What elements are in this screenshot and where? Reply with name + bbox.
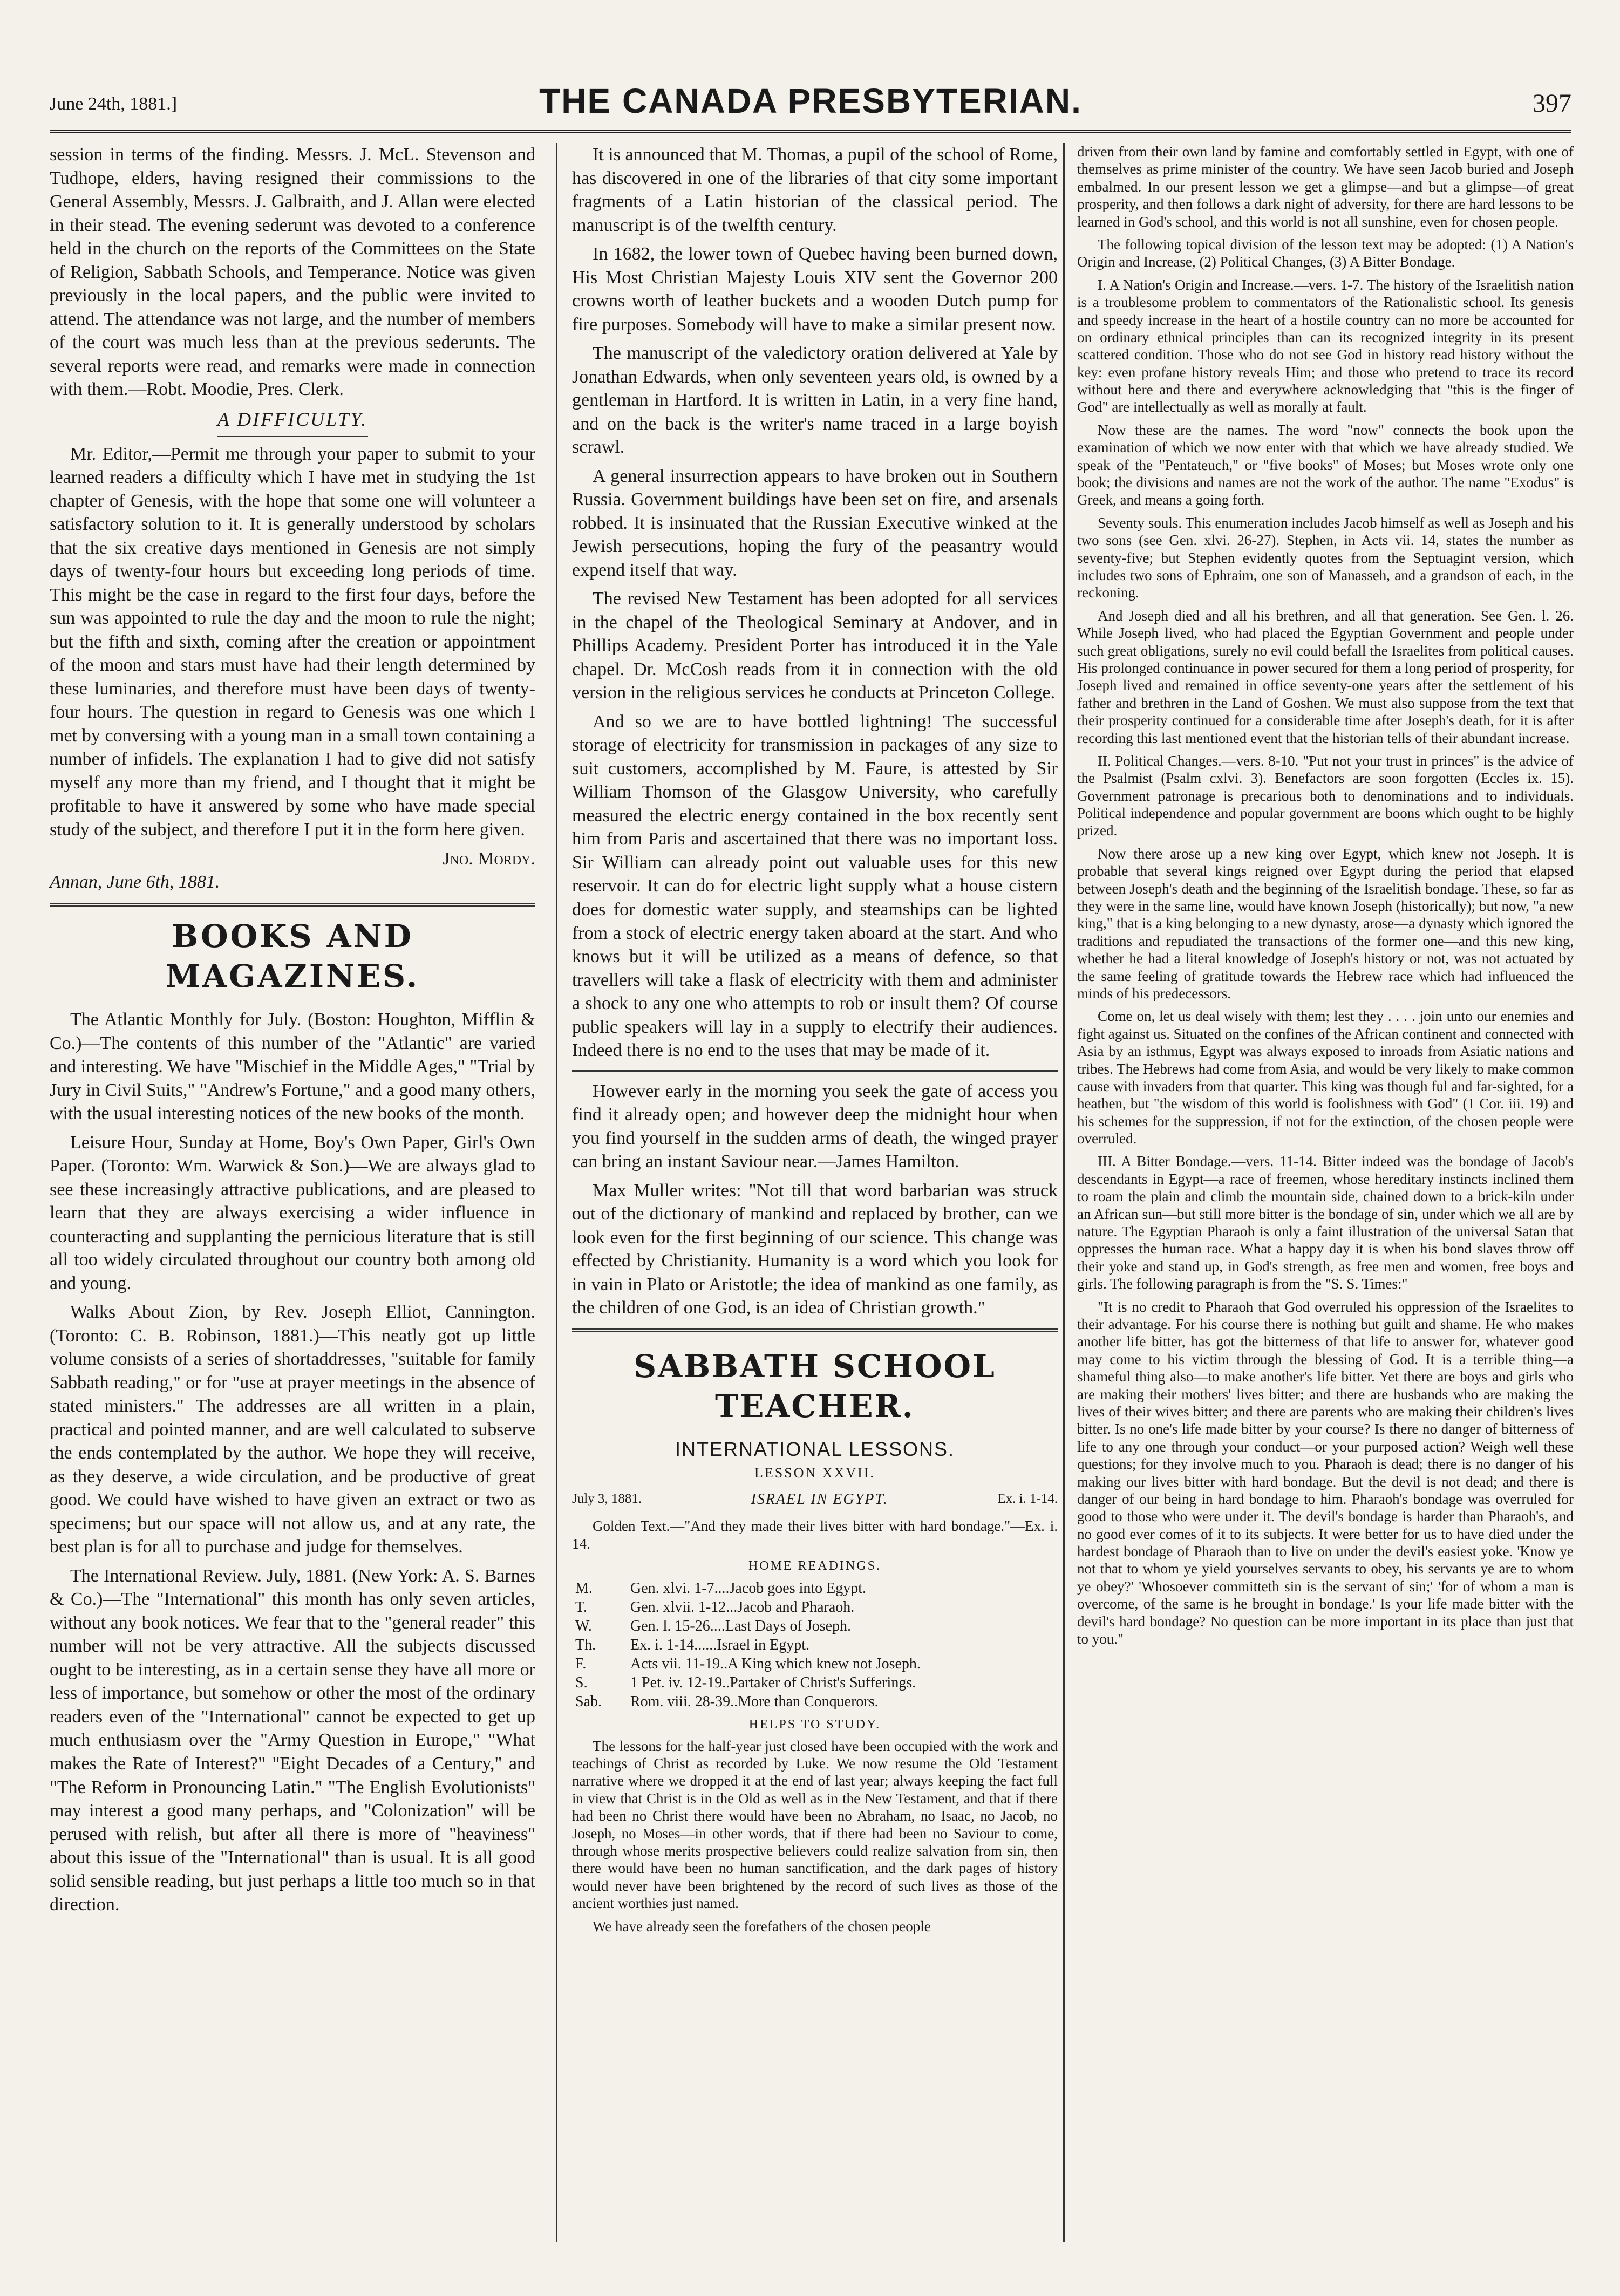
lesson-paragraph: Now there arose up a new king over Egypt, which knew not Joseph. It is probable that several kings reigned over Egypt during the period that elapsed between Joseph's death and the beginning of the Israelitish bondage. These, so far as they were in the same line, would have known Joseph (historically); but now, "a new king," that is a king belonging to a new dynasty, arose—a dynasty which ignored the traditions and repudiated the transactions of the former one—and this new king, whether he had a literal knowledge of Joseph's history or not, was not actuated by the same feeling of gratitude towards the Hebrew race which had influenced the minds of his predecessors. <box>1077 845 1574 1001</box>
reading-row <box>572 1617 1058 1636</box>
reading-row <box>572 1673 1058 1692</box>
lesson-paragraph: "It is no credit to Pharaoh that God overruled his oppression of the Israelites to their advantage. For his course there is nothing but guilt and shame. He who makes another life bitter, has got the bitterness of that life to answer for, whatever good may come to his victim through the blessing of God. It is a terrible thing—a shameful thing also—to make another's life bitter. Yet there are boys and girls who are making their mothers' lives bitter; and there are husbands who are making the lives of their wives bitter; and there are parents who are making their children's lives bitter. Is no one's life made bitter by your course? Is there no danger of bitterness of life to any one through your conduct—or your purposed action? Weigh well these questions; for they involve much to you. Pharaoh is dead; there is no danger of his making our lives bitter with hard bondage. But the devil is not dead; and there is danger of our being in hard bondage to him. Pharaoh's bondage was overruled for good to those who were under it. The devil's bondage is harder than Pharaoh's, and no good ever comes of it to its subjects. It were better for us to have died under the hardest bondage of Pharaoh than to live on under the devil's easiest yoke. 'Know ye not that to whom ye yield yourselves servants to obey, his servants ye are to whom ye obey?' 'Whosoever committeth sin is the servant of sin;' 'for of whom a man is overcome, of the same is he brought in bondage.' Is your life made bitter with the devil's hard bondage? No question can be more important in its place than just that to you." <box>1077 1298 1574 1647</box>
reading-text: 1 Pet. iv. 12-19..Partaker of Christ's Sufferings. <box>630 1674 916 1691</box>
lesson-paragraph: III. A Bitter Bondage.—vers. 11-14. Bitter indeed was the bondage of Jacob's descendants in Egypt—a race of freemen, whose hereditary instincts inclined them to roam the plain and climb the mountain side, chained down to a brick-kiln under an African sun—but still more bitter is the bondage of sin, under which we all are by nature. The Egyptian Pharaoh is only a faint illustration of the universal Satan that oppresses the human race. What a happy day it is when his bond slaves throw off their yoke and stand up, in God's strength, as free men and women, free boys and girls. The following paragraph is from the "S. S. Times:" <box>1077 1153 1574 1292</box>
sabbath-school-banner: SABBATH SCHOOL TEACHER. <box>634 1347 996 1425</box>
difficulty-dateline: Annan, June 6th, 1881. <box>50 872 220 892</box>
news-item: It is announced that M. Thomas, a pupil of the school of Rome, has discovered in one of the libraries of that city some important fragments of a Latin historian of the classical period. The manuscript is of the twelfth century. <box>572 145 1058 235</box>
golden-text: Golden Text.—"And they made their lives bitter with hard bondage."—Ex. i. 14. <box>572 1518 1058 1552</box>
reading-row <box>572 1579 1058 1598</box>
home-readings-table <box>572 1579 1058 1711</box>
quote-item: However early in the morning you seek the gate of access you find it already open; and however deep the midnight hour when you find yourself in the sudden arms of death, the winged prayer can bring an instant Saviour near.—James Hamilton. <box>572 1081 1058 1172</box>
header-rule <box>50 130 1571 133</box>
lesson-reference: Ex. i. 1-14. <box>997 1491 1058 1507</box>
column-3 <box>1077 143 1574 1653</box>
lesson-paragraph: Come on, let us deal wisely with them; lest they . . . . join unto our enemies and fight against us. Situated on the confines of the African continent and connected with Asia by an isthmus, Egypt was always exposed to inroads from Asiatic nations and tribes. The Hebrews had come from Asia, and would be very likely to make common cause with invaders from that quarter. This king was though ful and far-sighted, for a heathen, but "the wisdom of this world is foolishness with God" (1 Cor. iii. 19) and his schemes for the suppression, if not for the extinction, of the chosen people were overruled. <box>1077 1008 1574 1147</box>
news-item: In 1682, the lower town of Quebec having been burned down, His Most Christian Majesty Louis XIV sent the Governor 200 crowns worth of leather buckets and a wooden Dutch pump for fire purposes. Somebody will have to make a similar present now. <box>572 244 1058 335</box>
lesson-paragraph: I. A Nation's Origin and Increase.—vers. 1-7. The history of the Israelitish nation is a troublesome problem to commentators of the Rationalistic school. Its genesis and speedy increase in the heart of a hostile country can no more be accounted for on ordinary ethnical principles than can its recognized integrity in its present scattered condition. Those who do not see God in history read history without the key: even profane history reveals Him; and those who pretend to trace its record without here and there and everywhere acknowledging that "this is the finger of God" are intellectually as well as morally at fault. <box>1077 276 1574 415</box>
column-divider <box>1063 143 1065 2242</box>
lesson-paragraph: Seventy souls. This enumeration includes Jacob himself as well as Joseph and his two sons (see Gen. xlvi. 26-27). Stephen, in Acts vii. 14, states the number as seventy-five; but Stephen evidently quotes from the Septuagint version, which includes two sons of Ephraim, one son of Manasseh, and a grandson of each, in the reckoning. <box>1077 514 1574 601</box>
column-1 <box>50 143 535 1922</box>
reading-day: M. <box>575 1579 593 1597</box>
quote-item: Max Muller writes: "Not till that word barbarian was struck out of the dictionary of mankind and replaced by brother, can we look even for the first beginning of our science. This change was effected by Christianity. Humanity is a word which you look for in vain in Plato or Aristotle; the idea of mankind as one family, as the children of one God, is an idea of Christian growth." <box>572 1180 1058 1318</box>
lesson-date: July 3, 1881. <box>572 1491 642 1507</box>
news-item: The revised New Testament has been adopted for all services in the chapel of the Theological Seminary at Andover, and in Phillips Academy. President Porter has introduced it in the Yale chapel. Dr. McCosh reads from it in connection with the old version in the religious services he conducts at Princeton College. <box>572 589 1058 703</box>
section-rule <box>572 1070 1058 1072</box>
book-notice: The Atlantic Monthly for July. (Boston: Houghton, Mifflin & Co.)—The contents of this number of the "Atlantic" are varied and interesting. We have "Mischief in the Middle Ages," "Trial by Jury in Civil Suits," "Andrew's Fortune," and a good many others, with the usual interesting notices of the new books of the month. <box>50 1010 535 1124</box>
lesson-paragraph: driven from their own land by famine and comfortably settled in Egypt, with one of themselves as prime minister of the country. We have seen Jacob buried and Joseph embalmed. In our present lesson we get a glimpse—and but a glimpse—of great prosperity, and then follows a dark night of adversity, for there are hard lessons to be learned in God's school, and this world is not all sunshine, even for chosen people. <box>1077 144 1574 230</box>
helps-paragraph: The lessons for the half-year just closed have been occupied with the work and teachings of Christ as recorded by Luke. We now resume the Old Testament narrative where we dropped it at the end of last year; always keeping the fact full in view that Christ is in the Old as well as in the New Testament, and that if there had been no Christ there would have been no Abraham, no Isaac, no Jacob, no Joseph, no Moses—in other words, that if there had been no Saviour to come, through whose merits prospective believers could realize salvation from sin, then there would have been no human sanctification, and the dark pages of history would never have been brightened by the record of such lives as those of the ancient worthies just named. <box>572 1738 1058 1912</box>
column-divider <box>556 143 557 2242</box>
reading-row <box>572 1636 1058 1654</box>
news-item: And so we are to have bottled lightning! The successful storage of electricity for transmission in packages of any size to suit customers, accomplished by M. Faure, is attested by Sir William Thomson of the Glasgow University, who carefully measured the electric energy contained in the box recently sent him from Paris and ascertained that there was no important loss. Sir William can already point out valuable uses for this new reservoir. It can do for electric light supply what a house cistern does for domestic water supply, and steamships can be lighted from a stock of electric energy taken aboard at the start. And who knows but it will be utilized as a means of defence, so that travellers will take a flask of electricity with them and administer a shock to any one who attempts to rob or insult them? Of course public speakers will lay in a supply to electrify their audiences. Indeed there is no end to the uses that may be made of it. <box>572 711 1058 1061</box>
reading-text: Ex. i. 1-14......Israel in Egypt. <box>630 1636 810 1653</box>
lesson-paragraph: II. Political Changes.—vers. 8-10. "Put not your trust in princes" is the advice of the Psalmist (Psalm cxlvi. 3). Benefactors are soon forgotten (Eccles ix. 15). Government patronage is precarious both to denominations and to individuals. Political independence and popular government are boons which ought to be highly prized. <box>1077 752 1574 839</box>
section-rule <box>50 903 535 907</box>
lesson-paragraph: The following topical division of the lesson text may be adopted: (1) A Nation's Origin and Increase, (2) Political Changes, (3) A Bitter Bondage. <box>1077 236 1574 270</box>
news-item: A general insurrection appears to have broken out in Southern Russia. Government buildings have been set on fire, and arsenals robbed. It is insinuated that the Russian Executive winked at the Jewish persecutions, hoping the fury of the peasantry would expend itself that way. <box>572 466 1058 580</box>
reading-text: Gen. l. 15-26....Last Days of Joseph. <box>630 1617 852 1634</box>
reading-text: Gen. xlvi. 1-7....Jacob goes into Egypt. <box>630 1579 867 1597</box>
reading-day: T. <box>575 1598 588 1616</box>
home-readings-heading: HOME READINGS. <box>748 1559 881 1573</box>
section-rule <box>572 1328 1058 1332</box>
reading-day: Sab. <box>575 1693 602 1710</box>
lesson-header-row <box>572 1490 1058 1509</box>
page-number: 397 <box>1533 89 1571 118</box>
reading-row <box>572 1692 1058 1711</box>
lessons-heading: INTERNATIONAL LESSONS. <box>675 1438 955 1461</box>
page-header <box>50 81 1571 130</box>
difficulty-signature: Jno. Mordy. <box>443 848 535 869</box>
reading-row <box>572 1654 1058 1673</box>
lesson-paragraph: Now these are the names. The word "now" connects the book upon the examination of which we now enter with that which we have already studied. We speak of the "Pentateuch," or "five books" of Moses; but Moses wrote only one book; the divisions and names are not the work of the author. The name "Exodus" is Greek, and means a going forth. <box>1077 421 1574 508</box>
difficulty-paragraph: Mr. Editor,—Permit me through your paper to submit to your learned readers a difficulty which I have met in studying the 1st chapter of Genesis, with the hope that some one will volunteer a satisfactory solution to it. It is generally understood by scholars that the six creative days mentioned in Genesis are not simply days of twenty-four hours but exceeding long periods of time. This might be the case in regard to the first four days, before the sun was appointed to rule the day and the moon to rule the night; but the fifth and sixth, coming after the creation or appointment of the moon and stars must have had their length determined by these luminaries, and therefore must have been days of twenty-four hours. The question in regard to Genesis was one which I met by conversing with a young man in a small town containing a number of infidels. The explanation I had to give did not satisfy myself any more than my friend, and I thought that it might be profitable to have it answered by some who have made special study of the subject, and therefore I put it in the form here given. <box>50 444 535 840</box>
reading-row <box>572 1598 1058 1617</box>
news-item: The manuscript of the valedictory oration delivered at Yale by Jonathan Edwards, when only seventeen years old, is owned by a gentleman in Hartford. It is written in Latin, in a very fine hand, and on the back is the writer's name traced in a large boyish scrawl. <box>572 343 1058 458</box>
reading-day: F. <box>575 1655 587 1672</box>
reading-day: Th. <box>575 1636 596 1653</box>
issue-date: June 24th, 1881.] <box>50 94 178 114</box>
books-magazines-banner: BOOKS AND MAGAZINES. <box>165 917 420 994</box>
lesson-paragraph: And Joseph died and all his brethren, and all that generation. See Gen. l. 26. While Joseph lived, who had placed the Egyptian Government and people under such great obligations, surely no evil could befall the Israelites from political causes. His prolonged continuance in power secured for them a long period of prosperity, for Joseph lived and remained in office seventy-one years after the settlement of his father and brethren in the Land of Goshen. We must also suppose from the text that their prosperity continued for a considerable time after Joseph's death, for it is after recording this last mentioned event that the historian tells of their abundant increase. <box>1077 607 1574 746</box>
helps-paragraph: We have already seen the forefathers of the chosen people <box>593 1918 931 1934</box>
reading-text: Acts vii. 11-19..A King which knew not Joseph. <box>630 1655 921 1672</box>
difficulty-title: A DIFFICULTY. <box>50 407 535 437</box>
book-notice: Walks About Zion, by Rev. Joseph Elliot, Cannington. (Toronto: C. B. Robinson, 1881.)—This neatly got up little volume consists of a series of shortaddresses, "suitable for family Sabbath reading," or for "use at prayer meetings in the absence of stated ministers." The addresses are all written in a plain, practical and pointed manner, and are well calculated to subserve the ends contemplated by the author. We hope they will receive, as they deserve, a wide circulation, and be productive of great good. We could have wished to have given an extract or two as specimens; but our space will not allow us, and at any rate, the best plan is for all to purchase and judge for themselves. <box>50 1302 535 1557</box>
reading-day: W. <box>575 1617 592 1634</box>
reading-text: Rom. viii. 28-39..More than Conquerors. <box>630 1693 879 1710</box>
newspaper-title: THE CANADA PRESBYTERIAN. <box>539 81 1082 120</box>
session-paragraph: session in terms of the finding. Messrs. J. McL. Stevenson and Tudhope, elders, having resigned their commissions to the General Assembly, Messrs. J. Galbraith, and J. Allan were elected in their stead. The evening sederunt was devoted to a conference held in the church on the reports of the Committees on the State of Religion, Sabbath Schools, and Temperance. Notice was given previously in the local papers, and the public were invited to attend. The attendance was not large, and the number of members of the court was much less than at the previous sederunts. The several reports were read, and remarks were made in connection with them.—Robt. Moodie, Pres. Clerk. <box>50 145 535 400</box>
lesson-number: LESSON XXVII. <box>754 1465 875 1481</box>
column-2 <box>572 143 1058 1940</box>
helps-heading: HELPS TO STUDY. <box>748 1717 881 1732</box>
book-notice: Leisure Hour, Sunday at Home, Boy's Own Paper, Girl's Own Paper. (Toronto: Wm. Warwick & Son.)—We are always glad to see these increasingly attractive publications, and are pleased to learn that they are always exercising a wider influence in counteracting and supplanting the pernicious literature that is still all too widely circulated throughout our country both among old and young. <box>50 1132 535 1293</box>
book-notice: The International Review. July, 1881. (New York: A. S. Barnes & Co.)—The "International" this month has only seven articles, without any book notices. We fear that to the "general reader" this number will not be very attractive. All the subjects discussed ought to be interesting, as in a certain sense they have all more or less of importance, but somehow or other the most of the ordinary readers even of the "International" cannot be expected to get up much enthusiasm over the "Army Question in Europe," "What makes the Rate of Interest?" "Eight Decades of a Century," and "The Reform in Pronouncing Latin." "The English Evolutionists" may interest a good many perhaps, and "Colonization" will be perused with relish, but after all there is more of "heaviness" about this issue of the "International" than is usual. It is all good solid sensible reading, but just perhaps a little too much so in that direction. <box>50 1565 535 1915</box>
reading-text: Gen. xlvii. 1-12...Jacob and Pharaoh. <box>630 1598 855 1616</box>
reading-day: S. <box>575 1674 588 1691</box>
lesson-title: ISRAEL IN EGYPT. <box>751 1490 888 1508</box>
